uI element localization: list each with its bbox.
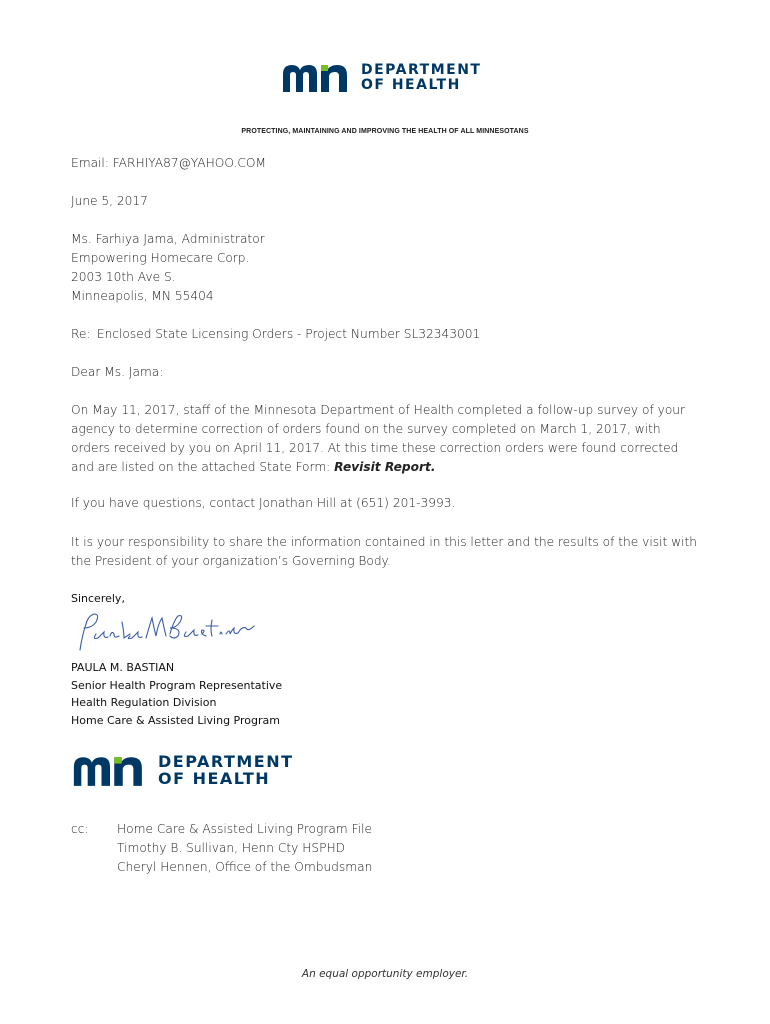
logo-wordmark bbox=[361, 63, 481, 92]
cc-label: cc: bbox=[71, 822, 89, 836]
signer-title: Senior Health Program Representative bbox=[71, 678, 283, 692]
paragraph-line: It is your responsibility to share the information contained in this letter and the results of the visit with bbox=[71, 535, 697, 549]
salutation: Dear Ms. Jama: bbox=[71, 365, 164, 379]
paragraph-line: orders received by you on April 11, 2017. At this time these correction orders were found corrected bbox=[71, 441, 679, 455]
revisit-report-emphasis: Revisit Report. bbox=[334, 460, 436, 474]
logo-line-1: DEPARTMENT bbox=[158, 752, 294, 772]
paragraph-line: agency to determine correction of orders found on the survey completed on March 1, 2017, with bbox=[71, 422, 661, 436]
recipient-name: Ms. Farhiya Jama, Administrator bbox=[71, 232, 265, 246]
signer-division: Health Regulation Division bbox=[71, 696, 217, 709]
recipient-address bbox=[71, 230, 265, 306]
tagline: PROTECTING, MAINTAINING AND IMPROVING THE HEALTH OF ALL MINNESOTANS bbox=[241, 128, 529, 135]
mdh-logo-signature bbox=[71, 754, 294, 788]
subject-line bbox=[71, 325, 480, 344]
paragraph-line: the President of your organization’s Governing Body. bbox=[71, 554, 391, 568]
cc-item: Timothy B. Sullivan, Henn Cty HSPHD bbox=[117, 841, 346, 855]
closing: Sincerely, bbox=[71, 592, 125, 605]
email-line: Email: FARHIYA87@YAHOO.COM bbox=[71, 156, 266, 170]
signer-name: PAULA M. BASTIAN bbox=[71, 661, 175, 674]
handwritten-signature bbox=[66, 606, 256, 654]
paragraph-survey bbox=[71, 401, 701, 477]
letter-date: June 5, 2017 bbox=[71, 194, 148, 208]
recipient-street: 2003 10th Ave S. bbox=[71, 270, 176, 284]
paragraph-responsibility bbox=[71, 533, 697, 571]
mn-logo-icon bbox=[281, 62, 353, 94]
paragraph-contact: If you have questions, contact Jonathan Hill at (651) 201-3993. bbox=[71, 496, 456, 510]
mn-logo-icon bbox=[71, 754, 149, 788]
paragraph-text: and are listed on the attached State Form: bbox=[71, 460, 335, 474]
subject-text: Enclosed State Licensing Orders - Project Number SL32343001 bbox=[96, 327, 481, 341]
logo-line-2: OF HEALTH bbox=[158, 769, 271, 788]
logo-line-1: DEPARTMENT bbox=[361, 62, 482, 79]
logo-wordmark bbox=[158, 754, 294, 788]
mdh-logo-header bbox=[281, 62, 481, 94]
signer-program: Home Care & Assisted Living Program bbox=[71, 713, 280, 727]
paragraph-line-last bbox=[71, 458, 701, 477]
subject-label: Re: bbox=[71, 327, 91, 341]
recipient-city: Minneapolis, MN 55404 bbox=[71, 289, 214, 303]
cc-item: Home Care & Assisted Living Program File bbox=[117, 822, 372, 836]
paragraph-line: On May 11, 2017, staff of the Minnesota Department of Health completed a follow-up survey of your bbox=[71, 403, 686, 417]
footer-equal-opportunity: An equal opportunity employer. bbox=[301, 968, 469, 980]
cc-list bbox=[117, 820, 372, 877]
recipient-company: Empowering Homecare Corp. bbox=[71, 251, 250, 265]
logo-line-2: OF HEALTH bbox=[361, 77, 461, 93]
signer-block bbox=[71, 659, 282, 729]
cc-item: Cheryl Hennen, Office of the Ombudsman bbox=[117, 860, 373, 874]
